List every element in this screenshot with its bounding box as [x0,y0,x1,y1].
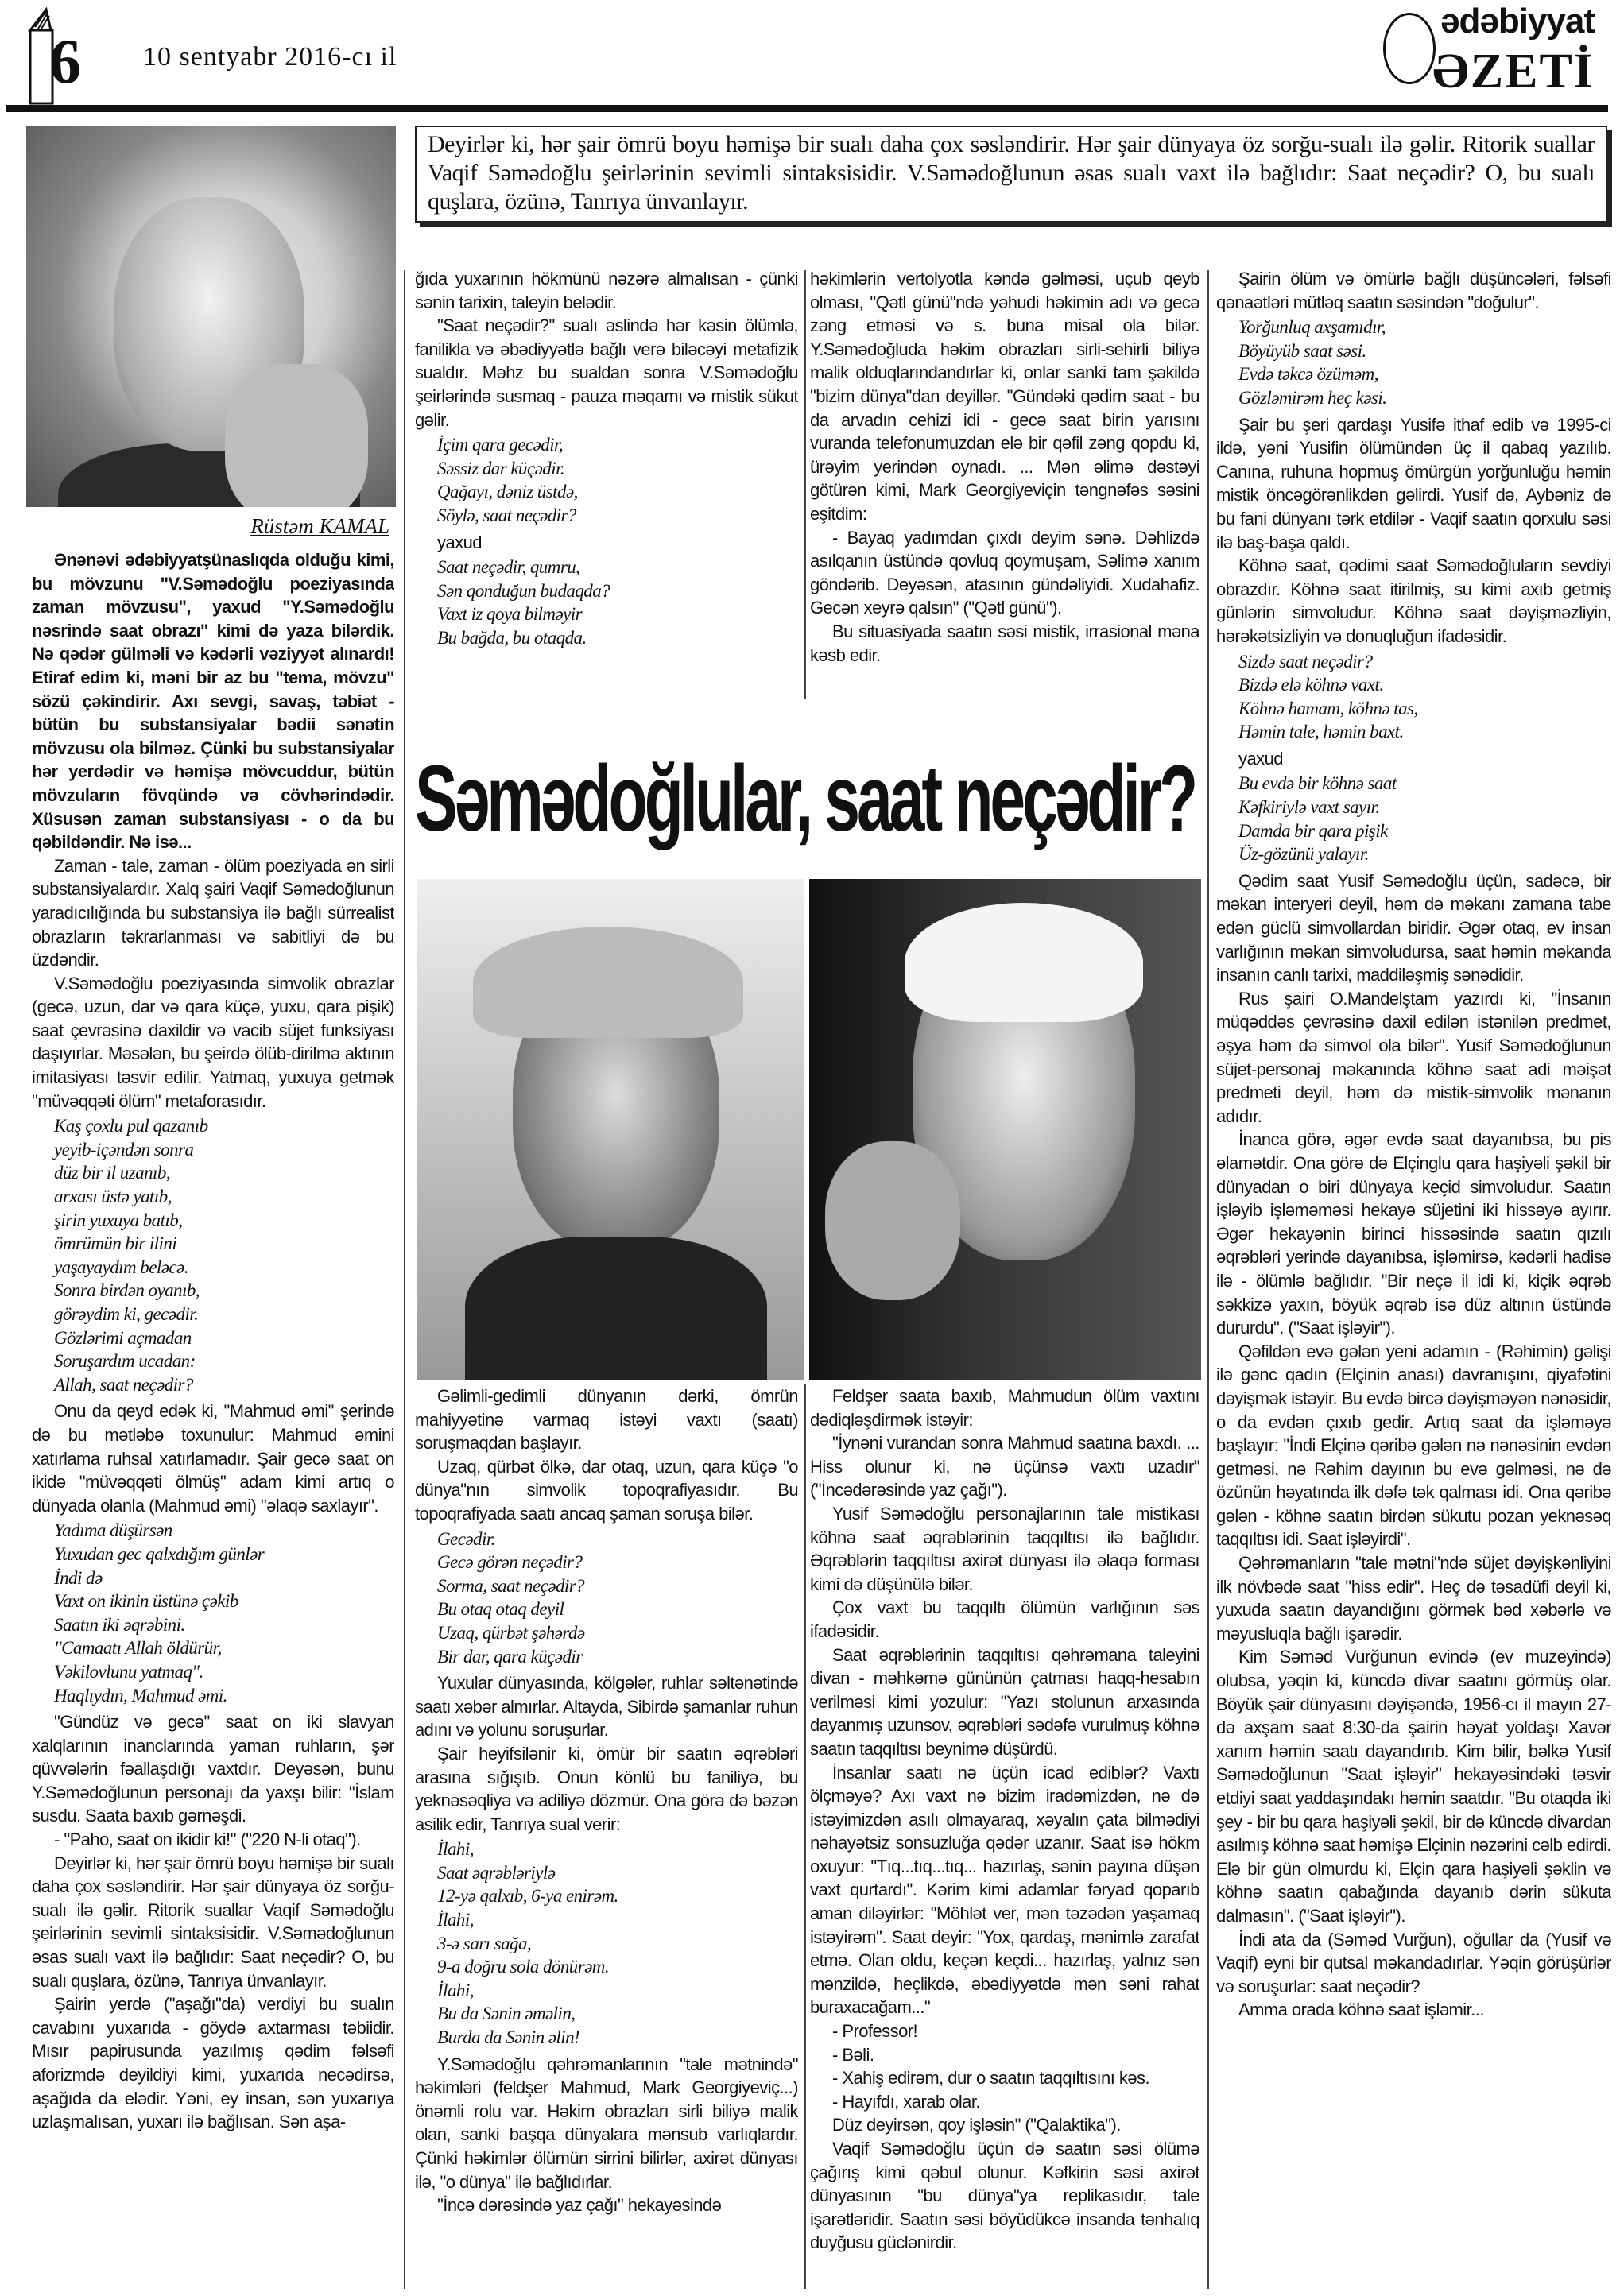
poem-line: Gözləmirəm heç kəsi. [1238,387,1387,408]
paragraph: İnsanlar saatı nə üçün icad ediblər? Vaxtı ölçməyə? Axı vaxt nə bizim iradəmizdən, nə də istəyimizdən asılı olmayaraq, xəyalın çata bilmədiyi nəhayətsiz sonsuzluğa qədər uzanır. Saat isə hökm oxuyur: "Tıq...tıq...tıq... hazırlaş, sənin payına düşən vaxt qurtardı". Kərim kimi adamlar fəryad qoparıb aman diləyirlər: "Möhlət ver, mən təzədən yaşamaq istəyirəm". Saat deyir: "Yox, qardaş, mənimlə zarafat etmə. Olan oldu, keçən keçdi... hazırlaş, yalnız sən mənzildə, heçlikdə, əbədiyyətdə mən səni rahat buraxacağam..." [810,1762,1199,2018]
paragraph: - Hayıfdı, xarab olar. [832,2091,980,2112]
photo-yusif-samadoglu [417,879,804,1380]
column-divider [1207,270,1209,2289]
paragraph: - Bayaq yadımdan çıxdı deyim sənə. Dəhlizdə asılqanın üstündə qovluq qoymuşam, Səlimə xanım göndərib. Deyəsən, atasının gündəliyidi. Xudahafiz. Gecən xeyrə qalsın" ("Qətl günü"). [810,527,1199,618]
paragraph: Gəlimli-gedimli dünyanın dərki, ömrün mahiyyətinə varmaq istəyi vaxtı (saatı) soruşmaqdan başlayır. [415,1386,798,1454]
poem-line: Saat neçədir, qumru, [437,557,580,578]
paragraph: Şair bu şeri qardaşı Yusifə ithaf edib və 1995-ci ildə, yəni Yusifin ölümündən üç il qabaq yazılıb. Canına, ruhuna hopmuş ömürgün yorğunluğu həmin mistik öncəgörənlikdən gəlirdi. Yusif də, Aybəniz də bu fani dünyanı tərk etdilər - Vaqif saatın qorxulu səsi ilə baş-başa qaldı. [1216,414,1611,552]
poem-line: Kəfkiriylə vaxt sayır. [1238,797,1380,818]
poem-line: Qağayı, dəniz üstdə, [437,482,578,502]
poem-line: arxası üstə yatıb, [54,1187,172,1207]
paragraph: Deyirlər ki, hər şair ömrü boyu həmişə bir sualı daha çox səsləndirir. Hər şair dünyaya öz sorğu-sualı ilə gəlir. Ritorik suallar Vaqif Səmədoğlu şeirlərinin sevimli sintaksisidir. V.Səmədoğlunun əsas sualı vaxt ilə bağlıdır: Saat neçədir? O, bu sualı quşlara, özünə, Tanrıya ünvanlayır. [32,1853,394,1991]
poem-line: İndi də [54,1567,103,1588]
poem-line: Kaş çoxlu pul qazanıb [54,1116,208,1136]
lead-paragraph: Ənənəvi ədəbiyyatşünaslıqda olduğu kimi, bu mövzunu "V.Səmədoğlu poeziyasında zaman mövzusu", yaxud "Y.Səmədoğlu nəsrində saat obrazı" kimi də yaza bilərdik. Nə qədər gülməli və kədərli vəziyyət alınardı! Etiraf edim ki, məni bir az bu "tema, mövzu" sözü çəkindirir. Axı sevgi, savaş, təbiət - bütün bu substansiyalar bədii sənətin mövzusu ola bilməz. Çünki bu substansiyalar hər yerdədir və həmişə mövcuddur, bütün mövzuların fövqündə və cövhərindədir. Xüsusən zaman substansiyası - o da bu qəbildəndir. Nə isə... [32,550,394,853]
poem-line: İlahi, [437,1910,474,1930]
poem-line: İlahi, [437,1980,474,2000]
paragraph: "Saat neçədir?" sualı əslində hər kəsin ölümlə, fanilikla və əbədiyyətlə bağlı verə biləcəyi metafizik sualdır. Məhz bu sualdan sonra V.Səmədoğlu şeirlərində susmaq - pauza məqamı və mistik sükut gəlir. [415,316,798,430]
byline: Rüstəm KAMAL [250,514,389,538]
poem-line: Vaxt iz qoya bilməyir [437,604,582,625]
poem-excerpt [1216,772,1611,865]
paragraph: yaxud [437,532,482,552]
poem-excerpt [32,1114,394,1396]
paragraph: Çox vaxt bu taqqıltı ölümün varlığının səs ifadəsidir. [810,1597,1199,1641]
poem-line: Gözlərimi açmadan [54,1327,192,1348]
poem-line: "Camaatı Allah öldürür, [54,1638,222,1659]
newspaper-logo [1383,3,1614,103]
poem-line: İlahi, [437,1839,474,1860]
paragraph: "İynəni vurandan sonra Mahmud saatına baxdı. ... Hiss olunur ki, nə üçünsə vaxtı uzadır" ("İncədərəsində yaz çağı"). [810,1433,1199,1500]
column-2-bottom [415,1384,798,2289]
poem-line: Həmin tale, həmin baxt. [1238,722,1404,742]
poem-line: Yorğunluq axşamıdır, [1238,317,1386,338]
paragraph: "İncə dərəsində yaz çağı" hekayəsində [437,2195,722,2216]
poem-line: görəydim ki, gecədir. [54,1304,199,1324]
poem-line: 12-yə qalxıb, 6-ya enirəm. [437,1886,618,1907]
poem-line: Köhnə hamam, köhnə tas, [1238,698,1418,718]
poem-excerpt [415,556,798,649]
paragraph: Y.Səmədoğlu qəhrəmanlarının "tale mətnində" həkimləri (feldşer Mahmud, Mark Georgiyeviç...) önəmli rolu var. Həkim obrazları sirli biliyə malik olan, sanki başqa dünyalara mənsub varlıqlardır. Çünki həkimlər ölümün sirrini bilirlər, axirət dünyası ilə, "o dünya" ilə bağlıdırlar. [415,2054,798,2192]
logo-line-2: ƏZETİ [1432,45,1595,99]
poem-line: 3-ə sarı sağa, [437,1933,532,1953]
paragraph: Bu situasiyada saatın səsi mistik, irrasional məna kəsb edir. [810,621,1199,665]
header-rule [6,105,1608,112]
paragraph: V.Səmədoğlu poeziyasında simvolik obrazlar (gecə, uzun, dar və qara küçə, yuxu, qara pişik) saat çevrəsinə daxildir və vacib süjet funksiyası daşıyırlar. Məsələn, bu şeirdə ölüb-dirilmə aktının imitasiyası təsvir edilir. Yatmaq, yuxuya getmək "müvəqqəti ölüm" metaforasıdır. [32,973,394,1111]
paragraph: Köhnə saat, qədimi saat Səmədoğluların sevdiyi obrazdır. Köhnə saat itirilmiş, su kimi axıb getmiş günlərin simvoludur. Köhnə saat dəyişməzliyin, hərəkətsizliyin və donuqluğun ifadəsidir. [1216,556,1611,646]
poem-excerpt [415,1837,798,2049]
issue-date: 10 sentyabr 2016-cı il [143,42,397,72]
poem-line: düz bir il uzanıb, [54,1163,171,1183]
paragraph: İndi ata da (Səməd Vurğun), oğullar da (Yusif və Vaqif) eyni bir qutsal məkandadırlar. Yəqin görüşürlər və soruşurlar: saat neçədir? [1216,1929,1611,1996]
page-number: 6 [49,27,81,97]
poem-excerpt [415,433,798,527]
photo-vaqif-samadoglu [809,879,1201,1380]
paragraph: Kim Səməd Vurğunun evində (ev muzeyində) olubsa, yəqin ki, küncdə divar saatını görmüş olar. Böyük şair dünyasını dəyişəndə, 1956-cı il mayın 27-də axşam saat 8:30-da şairin həyat yoldaşı Xavər xanım həmin saatı dayandırıb. Kim bilir, bəlkə Yusif Səmədoğlunun "Saat işləyir" hekayəsindəki təsvir etdiyi saat yaddaşındakı həmin saatdır. "Bu otaqda iki şey - bir bu qara haşiyəli şəkil, bir də küncdə divardan asılmış köhnə saat həmişə Elçinin nəzərini cəlb edirdi. Elə bir gün olmurdu ki, Elçin qara haşiyəli şəklin və köhnə saatın qabağında dayanıb dərin sükuta dalmasın". ("Saat işləyir"). [1216,1647,1611,1926]
paragraph: - Bəli. [832,2044,874,2065]
paragraph: Feldşer saata baxıb, Mahmudun ölüm vaxtını dədiqləşdirmək istəyir: [810,1386,1199,1430]
paragraph: ğıda yuxarının hökmünü nəzərə almalısan - çünki sənin tarixin, taleyin belədir. [415,269,798,312]
paragraph: Uzaq, qürbət ölkə, dar otaq, uzun, qara küçə "o dünya"nın simvolik topoqrafiyasıdır. Bu topoqrafiyada saatı ancaq şaman soruşa bilər. [415,1456,798,1524]
poem-line: Sizdə saat neçədir? [1238,651,1373,672]
poem-line: 9-a doğru sola dönürəm. [437,1957,610,1977]
poem-line: Saatın iki əqrəbini. [54,1614,185,1635]
poem-line: Bu da Sənin əməlin, [437,2004,576,2024]
poem-line: Soruşardım ucadan: [54,1351,196,1372]
paragraph: Qədim saat Yusif Səmədoğlu üçün, sadəcə, bir məkan interyeri deyil, həm də məkanı zamana tabe edən güclü simvollardan biridir. Əgər otaq, ev insan varlığının məkan simvoludursa, saat həmin məkanda insanın canlı tarixi, maddiləşmiş sənədidir. [1216,870,1611,985]
paragraph: Şair heyifsilənir ki, ömür bir saatın əqrəbləri arasına sığışıb. Onun könlü bu faniliyə, bu yeknəsəqliyə və adiliyə dözmür. Ona görə də bəzən asilik edir, Tanrıya sual verir: [415,1743,798,1834]
paragraph: - Professor! [832,2021,918,2042]
paragraph: İnanca görə, əgər evdə saat dayanıbsa, bu pis əlamətdir. Ona görə də Elçinglu qara haşiyəli şəkil bir dünyadan o biri dünyaya keçid simvoludur. Saatın işləyib işləməməsi hekayə süjetini iki hissəyə ayırır. Əgər hekayənin birinci hissəsində saatın qızılı əqrəbləri yerində dayanıbsa, işləmirsə, kədərli hadisə ilə - ölümlə bağlıdır. "Bir neçə il idi ki, kiçik əqrəb səkkizə yaxın, böyük əqrəb isə düz altının üstündə dururdu". ("Saat işləyir"). [1216,1129,1611,1338]
column-divider [804,1384,806,2289]
paragraph: Zaman - tale, zaman - ölüm poeziyada ən sirli substansiyalardır. Xalq şairi Vaqif Səmədoğlunun yaradıcılığında bu substansiya ilə bağlı sürrealist obrazların təkrarlanması və sabitliyi də bu üzdəndir. [32,855,394,970]
paragraph: Amma orada köhnə saat işləmir... [1238,2000,1484,2020]
poem-line: Gecə görən neçədir? [437,1552,583,1573]
poem-excerpt [415,1527,798,1669]
paragraph: Saat əqrəblərinin taqqıltısı qəhrəmana taleyini divan - məhkəmə gününün çatması haqq-hesabın verilməsi kimi yozulur: "Yazı stolunun arxasında dayanmış uzunsov, əqrəbləri sədəfə vurulmuş köhnə saatın taqqıltısı beynimə düşürdü. [810,1644,1199,1759]
paragraph: Yuxular dünyasında, kölgələr, ruhlar səltənətində saatı xəbər almırlar. Altayda, Sibirdə şamanlar ruhun adını və yolunu soruşurlar. [415,1673,798,1740]
poem-line: şirin yuxuya batıb, [54,1210,183,1230]
paragraph: Şairin ölüm və ömürlə bağlı düşüncələri, fəlsəfi qənaətləri mütləq saatın səsindən "doğulur". [1216,269,1611,312]
poem-line: Allah, saat neçədir? [54,1374,193,1395]
paragraph: Düz deyirsən, qoy işləsin" ("Qalaktika"). [832,2115,1121,2135]
column-2-top [415,267,798,700]
poem-line: Damda bir qara pişik [1238,820,1388,841]
paragraph: Şairin yerdə ("aşağı"da) verdiyi bu sualın cavabını yuxarıda - göydə axtarması təbiidir. Mısır papirusunda yazılmış qədim fəlsəfi aforizmdə deyildiyi kimi, yuxarıda necədirsə, aşağıda da elədir. Yəni, ey insan, sən yuxarıya uzlaşmalısan, yuxarı ilə bağlısan. Sən aşa- [32,1994,394,2132]
poem-line: Sən qonduğun budaqda? [437,580,610,601]
column-divider [804,270,806,699]
paragraph: Rus şairi O.Mandelştam yazırdı ki, "İnsanın müqəddəs çevrəsinə daxil edilən istənilən predmet, əşya həm də simvol ola bilər". Yusif Səmədoğlunun süjet-personaj məkanında köhnə saat adi məişət predmeti deyil, həm də mistik-simvolik mənanın adıdır. [1216,988,1611,1126]
poem-line: Bu bağda, bu otaqda. [437,627,587,648]
paragraph: Yusif Səmədoğlu personajlarının tale mistikası köhnə saat əqrəblərinin taqqıltısı ilə bağlıdır. Əqrəblərin taqqıltısı axirət dünyası ilə əlaqə forması kimi də düşünülə bilər. [810,1503,1199,1594]
poem-line: Bir dar, qara küçədir [437,1646,583,1667]
emblem-icon [1383,13,1436,84]
poem-line: Səssiz dar küçədir. [437,458,565,478]
headline-area [415,743,1198,854]
paragraph: həkimlərin vertolyotla kəndə gəlməsi, uçub qeyb olması, "Qətl günü"ndə yəhudi həkimin adı və gecə zəng etməsi və s. buna misal ola bilər. Y.Səmədoğluda həkim obrazları sirli-sehirli biliyə malik olduqlarındandırlar ki, onlar sanki tam şəkildə "bizim dünya"dan deyillər. "Gündəki qədim saat - bu da arvadın cehizi idi - gecə saat birin yarısını vuranda telefonumuzdan elə bir qəfil zəng qopdu ki, ürəyim yerindən oynadı. ... Mən əlimə dəstəyi götürən kimi, Mark Georgiyeviçin təngnəfəs səsini eşitdim: [810,269,1199,524]
poem-line: Bu evdə bir köhnə saat [1238,773,1397,794]
paragraph: - "Paho, saat on ikidir ki!" ("220 N-li otaq"). [54,1829,361,1850]
column-3-top [810,267,1199,700]
poem-line: yaşayaydım beləcə. [54,1256,188,1277]
poem-excerpt [32,1519,394,1707]
poem-line: Söylə, saat neçədir? [437,505,576,525]
paragraph: "Gündüz və gecə" saat on iki slavyan xalqlarının inanclarında yaman ruhların, şər qüvvələrin fəallaşdığı vaxtdır. Deyəsən, bunu Y.Səmədoğlunun personajı da yaxşı bilir: "İslam susdu. Saata baxıb gərnəşdi. [32,1712,394,1826]
poem-line: Vəkilovlunu yatmaq". [54,1661,203,1682]
column-1 [32,548,394,2289]
poem-line: Üz-gözünü yalayır. [1238,844,1369,865]
paragraph: yaxud [1238,748,1283,769]
logo-line-1: ədəbiyyat [1440,2,1595,41]
author-portrait [26,126,396,507]
paragraph: - Xahiş edirəm, dur o saatın taqqıltısını kəs. [832,2068,1150,2089]
paragraph: Onu da qeyd edək ki, "Mahmud əmi" şerində də bu mətləbə toxunulur: Mahmud əmini xatırlama ruhsal xatırlamadır. Şair gecə saat on ikidə "müvəqqəti ölmüş" adam kimi artıq o dünyada olanla (Mahmud əmi) "əlaqə saxlayır". [32,1401,394,1516]
poem-line: Sonra birdən oyanıb, [54,1280,200,1301]
poem-excerpt [1216,650,1611,744]
pull-quote: Deyirlər ki, hər şair ömrü boyu həmişə bir sualı daha çox səsləndirir. Hər şair dünyaya öz sorğu-sualı ilə gəlir. Ritorik suallar Vaqif Səmədoğlu şeirlərinin sevimli sintaksisidir. V.Səmədoğlunun əsas sualı vaxt ilə bağlıdır: Saat neçədir? O, bu sualı quşlara, özünə, Tanrıya ünvanlayır. [415,126,1607,223]
paragraph: Qəhrəmanların "tale mətni"ndə süjet dəyişkənliyini ilk növbədə saat "hiss edir". Heç də təsadüfi deyil ki, yuxuda saatın dayandığını görmək bəd xəbərlə və məyusluqla bağlı işarədir. [1216,1553,1611,1644]
poem-line: Böyüyüb saat səsi. [1238,340,1366,361]
headline: Səmədoğlular, saat neçədir? [415,746,1196,851]
poem-line: Uzaq, qürbət şəhərdə [437,1622,585,1643]
poem-line: Saat əqrəbləriylə [437,1862,556,1883]
poem-line: Bu otaq otaq deyil [437,1599,564,1620]
poem-line: yeyib-içəndən sonra [54,1139,194,1160]
poem-line: Sorma, saat neçədir? [437,1575,585,1596]
paragraph: Qəfildən evə gələn yeni adamın - (Rəhimin) gəlişi ilə gənc qadın (Elçinin anası) davranışını, qiyafətini dəyişmək istəyir. Bu evdə bircə dəyişməyən nənəsidir, o da evdən çıxıb gedir. Artıq saat da işləməyə başlayır: "İndi Elçinə qəribə gələn nə nənəsinin evdən getməsi, nə Rəhim dayının bu evə gəlməsi, nə də özünün həyatında ilk dəfə tək qalması idi. Ona qəribə gələn - köhnə saatın birdən sükutu pozan yeknəsəq taqqıltısı idi. Saat işləyirdi". [1216,1341,1611,1550]
poem-line: Bizdə elə köhnə vaxt. [1238,675,1384,695]
poem-line: Gecədir. [437,1528,495,1549]
paragraph: Vaqif Səmədoğlu üçün də saatın səsi ölümə çağırış kimi qəbul olunur. Kəfkirin səsi axirət dünyasının "bu dünya"ya replikasıdır, tale işarətləridir. Saatın səsi böyüdükcə insanda tənhalıq duyğusu güclənirdir. [810,2139,1199,2253]
column-divider [404,270,405,2289]
column-3-bottom [810,1384,1199,2289]
poem-line: Vaxt on ikinin üstünə çəkib [54,1591,238,1612]
poem-line: Burda da Sənin əlin! [437,2027,580,2048]
poem-line: İçim qara gecədir, [437,435,564,455]
poem-excerpt [1216,316,1611,409]
poem-line: Yadıma düşürsən [54,1520,172,1541]
poem-line: Yuxudan gec qalxdığım günlər [54,1543,265,1564]
poem-line: ömrümün bir ilini [54,1233,177,1254]
poem-line: Evdə təkcə özüməm, [1238,364,1378,385]
column-4 [1216,267,1611,2290]
poem-line: Haqlıydın, Mahmud əmi. [54,1685,227,1706]
